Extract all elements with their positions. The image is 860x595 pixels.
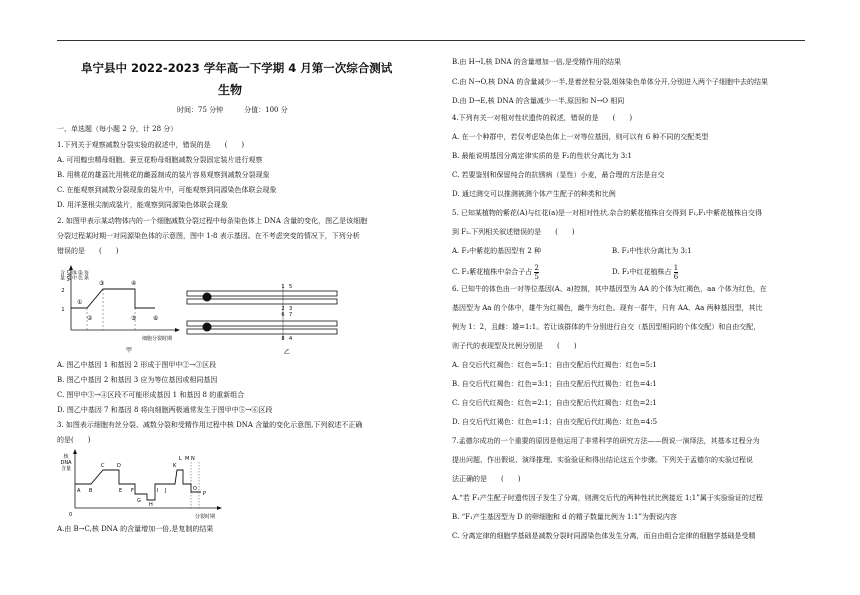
q6-stem-line2: 基因型为 Aa 的个体中，雄牛为红褐色，雌牛为红色。现有一群牛，只有 AA、Aa 两种基因型，其比 xyxy=(452,304,763,312)
yi-centromere-top xyxy=(203,293,212,302)
q3-label-m: M xyxy=(185,456,190,462)
q6-option-a: A. 自交后代红褐色：红色=5:1；自由交配后代红褐色：红色=5:1 xyxy=(452,361,657,369)
q5-option-a: A. F₂中紫花的基因型有 2 种 xyxy=(452,247,542,255)
q6-stem-line4: 则子代的表现型及比例分别是 ( ) xyxy=(452,342,577,350)
q3-stem-line1: 3. 如图表示细胞有丝分裂、减数分裂和受精作用过程中核 DNA 含量的变化示意图,下列叙述不正确 xyxy=(57,421,363,429)
q3-option-a: A.由 B→C,核 DNA 的含量增加一倍,是复制的结果 xyxy=(57,525,214,533)
q5-option-d-text: D. F₂中红花植株占 xyxy=(612,268,672,276)
jia-y-label: 每条染色体中DNA含量 xyxy=(59,270,89,282)
q1-option-c: C. 在能观察到减数分裂现象的装片中，可能观察到同源染色体联会现象 xyxy=(57,186,277,194)
q4-option-c: C. 若要鉴别和保留纯合的抗锈病（显性）小麦，最合理的方法是自交 xyxy=(452,171,665,179)
q5-option-d-fraction xyxy=(674,264,678,281)
q3-label-c: C xyxy=(101,463,105,469)
yi-gene-2: 2 xyxy=(281,306,285,312)
q3-origin: 0 xyxy=(69,512,73,518)
q3-x-arrow xyxy=(217,506,222,510)
q1-stem: 1.下列关于观察减数分裂实验的叙述中，错误的是 ( ) xyxy=(57,141,245,149)
q6-stem-line3: 例为 1：2，且雌：雄=1:1。若让该群体的牛分别进行自交（基因型相同的个体交配）和自由交配， xyxy=(452,323,761,331)
q2-option-b: B. 图乙中基因 2 和基因 3 应为等位基因或相同基因 xyxy=(57,376,218,384)
q7-option-b: B. “F₁产生基因型为 D 的卵细胞和 d 的精子数量比例为 1:1”为假说内容 xyxy=(452,513,677,521)
q3-label-b: B xyxy=(89,488,93,494)
q1-option-d: D. 用洋葱根尖制成装片，能观察到同源染色体联会现象 xyxy=(57,201,228,209)
q2-option-a: A. 图乙中基因 1 和基因 2 形成于图甲中②→③区段 xyxy=(57,361,217,369)
yi-gene-3: 3 xyxy=(289,306,293,312)
q3-label-j: J xyxy=(165,488,167,494)
q3-y-label-2: DNA xyxy=(60,460,72,466)
q7-option-a: A.“若 F₁产生配子时遗传因子发生了分离，则测交后代的两种性状比例接近 1:1”属于实验验证的过程 xyxy=(452,494,763,502)
figure-yi xyxy=(183,280,343,358)
q6-option-c: C. 自交后代红褐色：红色=2:1；自由交配后代红褐色：红色=2:1 xyxy=(452,399,657,407)
yi-gene-8: 8 xyxy=(281,336,285,342)
jia-x-arrow xyxy=(175,328,180,332)
jia-x-label: 细胞分裂时期 xyxy=(141,336,173,342)
section-heading: 一、单选题（每小题 2 分，计 28 分） xyxy=(57,125,178,133)
q5-option-c-text: C. F₂紫花植株中杂合子占 xyxy=(452,268,533,276)
header-rule xyxy=(57,40,805,41)
q3-y-label-3: 含量 xyxy=(60,466,72,472)
q5-option-b: B. F₂中性状分离比为 3:1 xyxy=(612,247,692,255)
jia-point-1: ① xyxy=(77,299,83,306)
q4-option-b: B. 最能说明基因分离定律实质的是 F₂的性状分离比为 3:1 xyxy=(452,152,632,160)
yi-gene-7: 7 xyxy=(289,312,293,318)
q5-stem-line2: 到 F₂.下列相关叙述错误的是 ( ) xyxy=(452,228,575,236)
jia-point-3: ③ xyxy=(99,280,105,287)
q5-d-denominator: 6 xyxy=(673,272,679,281)
q3-label-e: E xyxy=(119,488,123,494)
q5-option-d xyxy=(612,263,678,281)
q3-option-c: C.由 N→O,核 DNA 的含量减少一半,是着丝粒分裂,姐妹染色单体分开,分别进入两个子细胞中去的结果 xyxy=(452,78,769,86)
q5-stem-line1: 5. 已知某植物的紫花(A)与红花(a)是一对相对性状,杂合的紫花植株自交得到 F₁,F₁中紫花植株自交得 xyxy=(452,209,763,217)
q3-label-h: H xyxy=(149,502,153,508)
q2-stem-line2: 分裂过程某时期一对同源染色体的示意图，图中 1-8 表示基因。在不考虑突变的情况下，下列分析 xyxy=(57,232,360,240)
jia-point-2: ② xyxy=(87,315,93,322)
q2-stem-line3: 错误的是 ( ) xyxy=(57,247,119,255)
q3-label-d: D xyxy=(117,463,121,469)
q2-option-c: C. 图甲中③→④区段不可能形成基因 1 和基因 8 的重新组合 xyxy=(57,391,245,399)
q3-label-k: K xyxy=(173,463,177,469)
q3-y-label-1: 核 xyxy=(63,454,69,460)
q3-label-l: L xyxy=(179,456,182,462)
q3-option-d: D.由 D→E,核 DNA 的含量减少一半,原因和 N→O 相同 xyxy=(452,97,625,105)
q7-stem-line3: 法正确的是 ( ) xyxy=(452,475,521,483)
jia-caption: 甲 xyxy=(125,347,133,354)
yi-gene-5: 5 xyxy=(289,284,293,290)
q3-label-o: O xyxy=(193,486,197,492)
q7-stem-line2: 提出问题、作出假说、演绎推理、实验验证和得出结论这五个步骤。下列关于孟德尔的实验过程说 xyxy=(452,456,753,464)
yi-caption: 乙 xyxy=(283,349,291,356)
q1-option-a: A. 可用蝗虫精母细胞、蚕豆花粉母细胞减数分裂固定装片进行观察 xyxy=(57,156,263,164)
q6-option-b: B. 自交后代红褐色：红色=3:1；自由交配后代红褐色：红色=4:1 xyxy=(452,380,657,388)
q3-label-a: A xyxy=(77,488,81,494)
q1-option-b: B. 用桃花的雄蕊比用桃花的雌蕊制成的装片容易观察到减数分裂现象 xyxy=(57,171,270,179)
q2-stem-line1: 2. 如图甲表示某动物体内的一个细胞减数分裂过程中每条染色体上 DNA 含量的变化，图乙是该细胞 xyxy=(57,217,368,225)
exam-title: 阜宁县中 2022-2023 学年高一下学期 4 月第一次综合测试 xyxy=(81,61,393,75)
yi-gene-1: 1 xyxy=(281,284,285,290)
q5-d-numerator: 1 xyxy=(673,263,679,272)
q5-option-c-fraction xyxy=(534,264,538,281)
yi-gene-6: 6 xyxy=(281,312,285,318)
q3-label-f: F xyxy=(131,488,134,494)
q3-y-arrow xyxy=(73,449,77,454)
q5-c-numerator: 2 xyxy=(534,263,539,272)
exam-meta: 时间：75 分钟 分值：100 分 xyxy=(177,106,288,114)
q5-option-c xyxy=(452,263,539,281)
yi-centromere-bottom xyxy=(203,323,212,332)
figure-q3 xyxy=(59,448,229,522)
jia-point-5: ⑤ xyxy=(131,315,137,322)
q6-stem-line1: 6. 已知牛的体色由一对等位基因(A、a)控制，其中基因型为 AA 的个体为红褐色，aa 个体为红色，在 xyxy=(452,285,767,293)
jia-dna-curve xyxy=(71,289,155,308)
jia-tick-1: 1 xyxy=(61,307,65,313)
q3-label-n: N xyxy=(191,456,195,462)
q5-c-denominator: 5 xyxy=(534,272,539,281)
q2-option-d: D. 图乙中基因 7 和基因 8 将向细胞两极通常发生于图甲中⑤→⑥区段 xyxy=(57,406,273,414)
q4-option-d: D. 通过测交可以推测被测个体产生配子的种类和比例 xyxy=(452,190,616,198)
q3-label-g: G xyxy=(137,498,141,504)
q7-stem-line1: 7.孟德尔成功的一个重要的原因是他运用了非常科学的研究方法——假说一演绎法，其基本过程分为 xyxy=(452,437,760,445)
subject-title: 生物 xyxy=(218,83,243,97)
yi-gene-4: 4 xyxy=(289,336,293,342)
q7-option-c: C. 分离定律的细胞学基础是减数分裂时同源染色体发生分离，而自由组合定律的细胞学基础是受精 xyxy=(452,532,756,540)
q4-stem: 4.下列有关一对相对性状遗传的叙述，错误的是 ( ) xyxy=(452,114,633,122)
jia-point-6: ⑥ xyxy=(153,315,159,322)
q3-dna-curve xyxy=(75,470,201,500)
q3-label-i: I xyxy=(157,488,159,494)
jia-point-4: ④ xyxy=(131,280,137,287)
q3-option-b: B.由 H→I,核 DNA 的含量增加一倍,是受精作用的结果 xyxy=(452,58,622,66)
q3-stem-line2: 的是( ) xyxy=(57,436,91,444)
q3-x-label: 分裂时期 xyxy=(194,514,216,520)
jia-tick-2: 2 xyxy=(61,288,65,294)
q4-option-a: A. 在一个种群中，若仅考虑染色体上一对等位基因，则可以有 6 种不同的交配类型 xyxy=(452,133,709,141)
q6-option-d: D. 自交后代红褐色：红色=1:1；自由交配后代红褐色：红色=4:5 xyxy=(452,418,658,426)
q3-label-p: P xyxy=(203,491,207,497)
